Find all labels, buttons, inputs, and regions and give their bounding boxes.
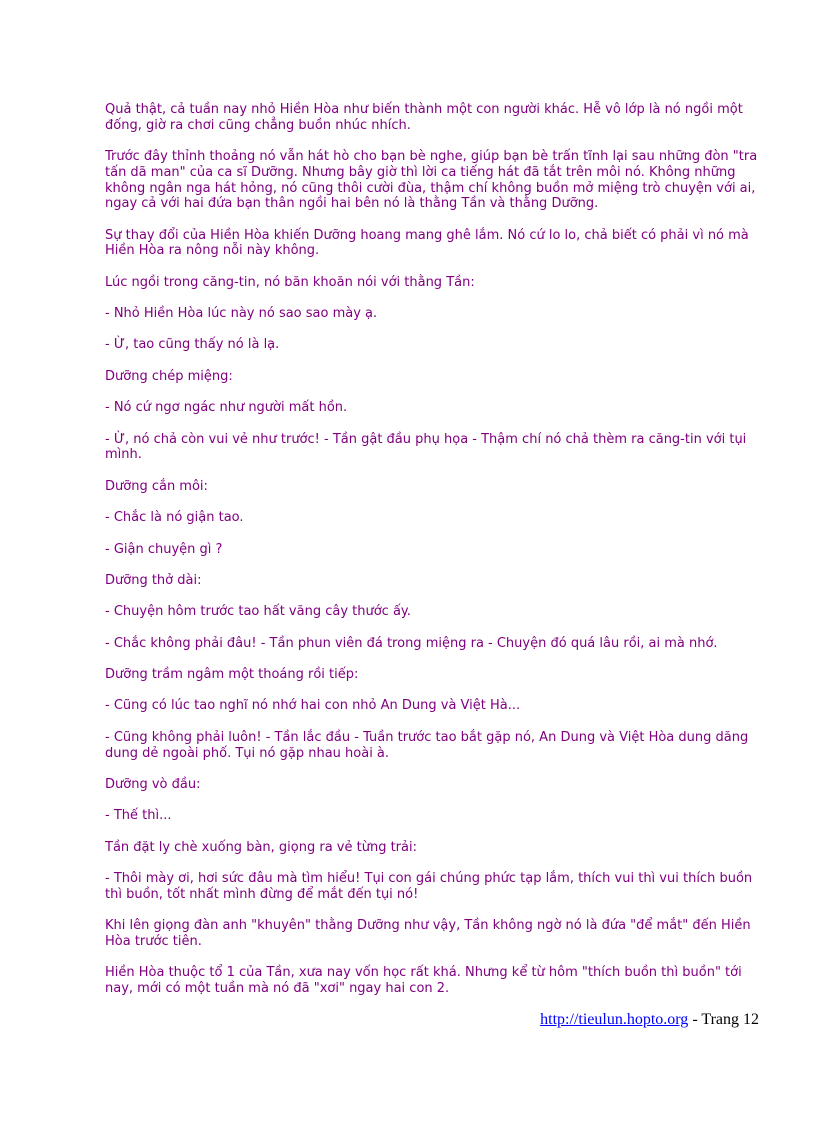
page-number: - Trang 12 <box>688 1011 759 1028</box>
paragraph: - Chuyện hôm trước tao hất văng cây thước ấy. <box>105 604 411 620</box>
paragraph: - Thôi mày ơi, hơi sức đâu mà tìm hiểu! Tụi con gái chúng phức tạp lắm, thích vui thì vui thích buồn thì buồn, tốt nhất mình đừng để mắt đến tụi nó! <box>105 871 753 902</box>
paragraph: - Giận chuyện gì ? <box>105 541 223 557</box>
paragraph: Dưỡng vò đầu: <box>105 776 201 792</box>
paragraph: - Nó cứ ngơ ngác như người mất hồn. <box>105 400 348 416</box>
paragraph: Lúc ngồi trong căng-tin, nó băn khoăn nói với thằng Tần: <box>105 274 475 290</box>
paragraph: Dưỡng cắn môi: <box>105 478 208 494</box>
paragraph: - Cũng có lúc tao nghĩ nó nhớ hai con nhỏ An Dung và Việt Hà... <box>105 698 521 714</box>
paragraph: Sự thay đổi của Hiền Hòa khiến Dưỡng hoang mang ghê lắm. Nó cứ lo lo, chả biết có phải vì nó mà Hiền Hòa ra nông nỗi này không. <box>105 227 749 259</box>
paragraph: Khi lên giọng đàn anh "khuyên" thằng Dưỡng như vậy, Tần không ngờ nó là đứa "để mắt" đến Hiền Hòa trước tiên. <box>105 918 751 949</box>
paragraph: - Cũng không phải luôn! - Tần lắc đầu - Tuần trước tao bắt gặp nó, An Dung và Việt Hòa dung dăng dung dẻ ngoài phố. Tụi nó gặp nhau hoài à. <box>105 729 749 761</box>
document-body <box>105 102 760 1012</box>
source-link[interactable]: http://tieulun.hopto.org <box>540 1011 689 1028</box>
paragraph: - Chắc không phải đâu! - Tần phun viên đá trong miệng ra - Chuyện đó quá lâu rồi, ai mà nhớ. <box>105 635 718 651</box>
paragraph: Trước đây thỉnh thoảng nó vẫn hát hò cho bạn bè nghe, giúp bạn bè trấn tĩnh lại sau những đòn "tra tấn dã man" của ca sĩ Dưỡng. Nhưng bây giờ thì lời ca tiếng hát đã tắt trên môi nó. Không những không ngân nga hát hỏng, nó cũng thôi cười đùa, thậm chí không buồn mở miệng trò chuyện với ai, ngay cả với hai đứa bạn thân ngồi hai bên nó là thằng Tần và thằng Dưỡng. <box>105 149 758 212</box>
paragraph: Dưỡng thở dài: <box>105 572 202 588</box>
paragraph: - Nhỏ Hiền Hòa lúc này nó sao sao mày ạ. <box>105 306 378 322</box>
paragraph: Hiền Hòa thuộc tổ 1 của Tần, xưa nay vốn học rất khá. Nhưng kể từ hôm "thích buồn thì buồn" tới nay, mới có một tuần mà nó đã "xơi" ngay hai con 2. <box>105 965 742 997</box>
paragraph: - Thế thì... <box>105 808 172 824</box>
paragraph: Dưỡng trầm ngâm một thoáng rồi tiếp: <box>105 667 359 683</box>
paragraph: - Chắc là nó giận tao. <box>105 510 244 526</box>
paragraph: Quả thật, cả tuần nay nhỏ Hiền Hòa như biến thành một con người khác. Hễ vô lớp là nó ngồi một đống, giờ ra chơi cũng chẳng buồn nhúc nhích. <box>105 102 743 133</box>
page-footer <box>540 1011 759 1029</box>
paragraph: Dưỡng chép miệng: <box>105 368 233 384</box>
paragraph: Tần đặt ly chè xuống bàn, giọng ra vẻ từng trải: <box>105 839 417 855</box>
paragraph: - Ừ, nó chả còn vui vẻ như trước! - Tần gật đầu phụ họa - Thậm chí nó chả thèm ra căng-tin với tụi mình. <box>105 431 747 463</box>
paragraph: - Ừ, tao cũng thấy nó là lạ. <box>105 337 280 353</box>
